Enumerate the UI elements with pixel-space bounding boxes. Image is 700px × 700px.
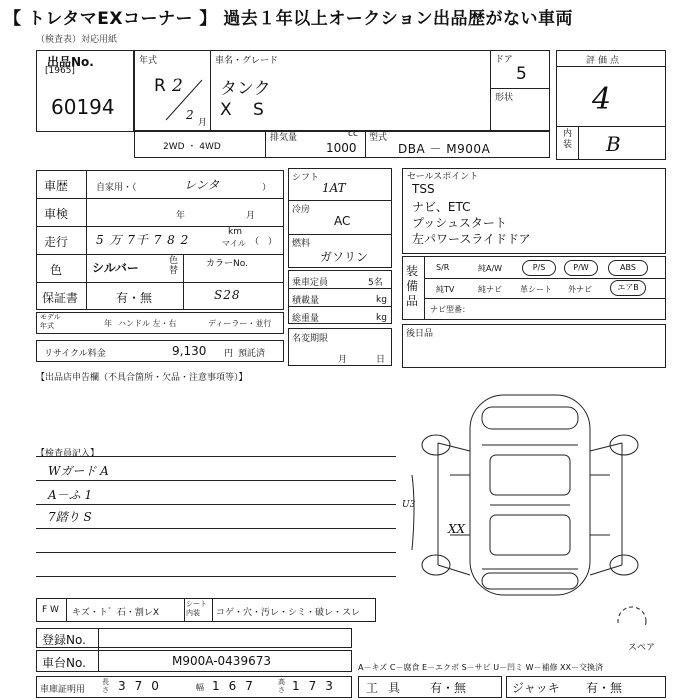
equipment-label: 装備品 [406, 264, 419, 308]
load-unit: kg [376, 295, 387, 305]
jack-label: ジャッキ [512, 681, 560, 695]
equip-ps: P/S [522, 260, 556, 276]
inspection-year: 年 [176, 211, 186, 221]
inspector-note-3: 7踏り S [48, 510, 92, 524]
inspector-note-1: Wガード A [48, 464, 109, 478]
gross-label: 総重量 [292, 314, 320, 324]
aircon-label: 冷房 [292, 205, 311, 215]
name-change-month: 月 [338, 355, 348, 365]
mileage-unit-km: km [228, 227, 242, 237]
name-change-label: 名変期限 [292, 334, 329, 344]
equip-aw: 純A/W [478, 264, 503, 273]
model-year-year: 年 [104, 319, 112, 328]
equip-ext-navi: 外ナビ [568, 285, 592, 294]
load-label: 積載量 [292, 296, 320, 306]
chassis-label: 車台No. [42, 656, 86, 670]
cert-height-label: 高さ [278, 678, 285, 694]
displacement-value: 1000 [326, 141, 357, 155]
fw-text: キズ・ト゛石・割レX [72, 608, 159, 618]
history-label: 車歴 [44, 179, 69, 193]
color-value: シルバー [92, 261, 139, 275]
shift-value: 1AT [322, 181, 346, 195]
fitted-box [402, 324, 666, 368]
seller-declaration-label: 【出品店申告欄（不具合箇所・欠品・注意事項等）】 [36, 373, 248, 383]
cert-label: 車庫証明用 [40, 685, 86, 695]
car-grade: X S [220, 100, 272, 120]
sales-point-4: 左パワースライドドア [412, 232, 531, 246]
equip-navi: 純ナビ [478, 285, 502, 294]
interior-label: 内装 [563, 129, 573, 150]
top-note: （検査表）対応用紙 [36, 35, 118, 45]
year-month-unit: 月 [198, 118, 208, 128]
damage-legend: A－キズ C－腐食 E－エクボ S－サビ U－凹ミ W－補修 XX－交換済 [358, 663, 604, 672]
color-no: S28 [214, 288, 241, 302]
inspector-note-2: A－ふ 1 [48, 488, 93, 502]
equip-airbag: エアB [610, 280, 646, 296]
inspector-label: 【検査員記入】 [36, 449, 100, 459]
doors-value: 5 [516, 64, 527, 84]
tools-label: 工具 [366, 681, 411, 695]
spare-label: スペア [628, 643, 656, 653]
history-close: ） [262, 183, 272, 193]
model-year-handle: ハンドル 左・右 [118, 319, 177, 328]
drive-text: 2WD ・ 4WD [163, 142, 221, 152]
fuel-value: ガソリン [320, 250, 369, 264]
color-label: 色 [50, 263, 63, 277]
model-year-dealer: ディーラー・並行 [208, 319, 272, 328]
inspection-month: 月 [246, 211, 256, 221]
mileage-label: 走行 [44, 235, 69, 249]
capacity-label: 乗車定員 [292, 278, 329, 288]
car-label: 車名・グレード [215, 56, 279, 66]
lot-label: 出品No. [47, 55, 94, 69]
registration-label: 登録No. [42, 633, 86, 647]
lot-number: 60194 [51, 95, 115, 119]
cert-width: 167 [212, 679, 262, 693]
mileage-value: 5 万 7千 7 8 2 [96, 233, 190, 247]
lot-box [36, 50, 134, 132]
damage-mark-u3: U3 [402, 500, 416, 510]
recycle-unit: 円 [224, 349, 234, 359]
seat-label: シート内装 [186, 600, 207, 617]
navi-model-label: ナビ型番： [430, 305, 470, 314]
color-no-label: カラーNo. [206, 259, 248, 269]
equip-pw: P/W [564, 260, 598, 276]
model-year-label: モデル年式 [40, 313, 61, 330]
cert-length-label: 長さ [102, 678, 109, 694]
year-month: 2 [186, 108, 194, 122]
gross-unit: kg [376, 313, 387, 323]
capacity-value: 5名 [368, 278, 383, 288]
sales-point-3: プッシュスタート [412, 216, 507, 230]
model-value: DBA － M900A [398, 142, 491, 156]
model-label: 型式 [369, 133, 388, 143]
fitted-label: 後日品 [406, 329, 434, 339]
aircon-value: AC [334, 214, 351, 228]
cert-length: 370 [118, 679, 168, 693]
shape-label: 形状 [495, 93, 514, 103]
sales-points-label: セールスポイント [407, 172, 479, 182]
interior-value: B [606, 132, 621, 156]
mileage-paren: （ ） [250, 237, 278, 247]
rating-value: 4 [592, 82, 612, 117]
chassis-value: M900A-0439673 [172, 654, 271, 668]
recycle-status: 預託済 [238, 349, 266, 359]
displacement-label: 排気量 [270, 133, 298, 143]
repaint-label: 色替 [169, 256, 179, 276]
inspection-label: 車検 [44, 207, 69, 221]
rating-label: 評価点 [586, 56, 623, 66]
year-era: R [154, 76, 166, 96]
equip-tv: 純TV [436, 285, 455, 294]
fw-label: F W [42, 605, 59, 615]
damage-mark-xx: XX [448, 522, 466, 536]
recycle-value: 9,130 [172, 344, 207, 358]
cert-height: 173 [292, 679, 342, 693]
lot-tag: [1965] [45, 66, 75, 76]
mileage-unit-mile: マイル [222, 239, 246, 248]
equip-leather: 革シート [520, 285, 552, 294]
sales-point-1: TSS [412, 182, 435, 196]
equip-abs: ABS [608, 260, 648, 276]
shift-label: シフト [292, 173, 320, 183]
jack-value: 有・無 [586, 681, 623, 695]
auction-banner: 【 トレタマEXコーナー 】 過去１年以上オークション出品歴がない車両 [4, 9, 573, 29]
car-damage-diagram [410, 385, 650, 625]
warranty-value: 有・無 [116, 291, 153, 305]
warranty-label: 保証書 [42, 291, 79, 305]
displacement-unit: cc [348, 129, 358, 139]
history-options: 自家用・（ [96, 183, 137, 193]
tools-value: 有・無 [430, 681, 467, 695]
fuel-label: 燃料 [292, 239, 311, 249]
cert-width-label: 幅 [196, 683, 204, 692]
year-value: 2 [172, 76, 183, 96]
sales-point-2: ナビ、ETC [412, 200, 471, 214]
doors-label: ドア [495, 55, 513, 65]
history-value: レンタ [184, 178, 220, 192]
car-name: タンク [220, 79, 271, 99]
seat-text: コゲ・穴・汚レ・シミ・破レ・スレ [216, 608, 361, 618]
equip-sr: S/R [436, 263, 450, 272]
name-change-day: 日 [376, 355, 386, 365]
year-label: 年式 [139, 56, 158, 66]
recycle-label: リサイクル料金 [44, 349, 106, 359]
